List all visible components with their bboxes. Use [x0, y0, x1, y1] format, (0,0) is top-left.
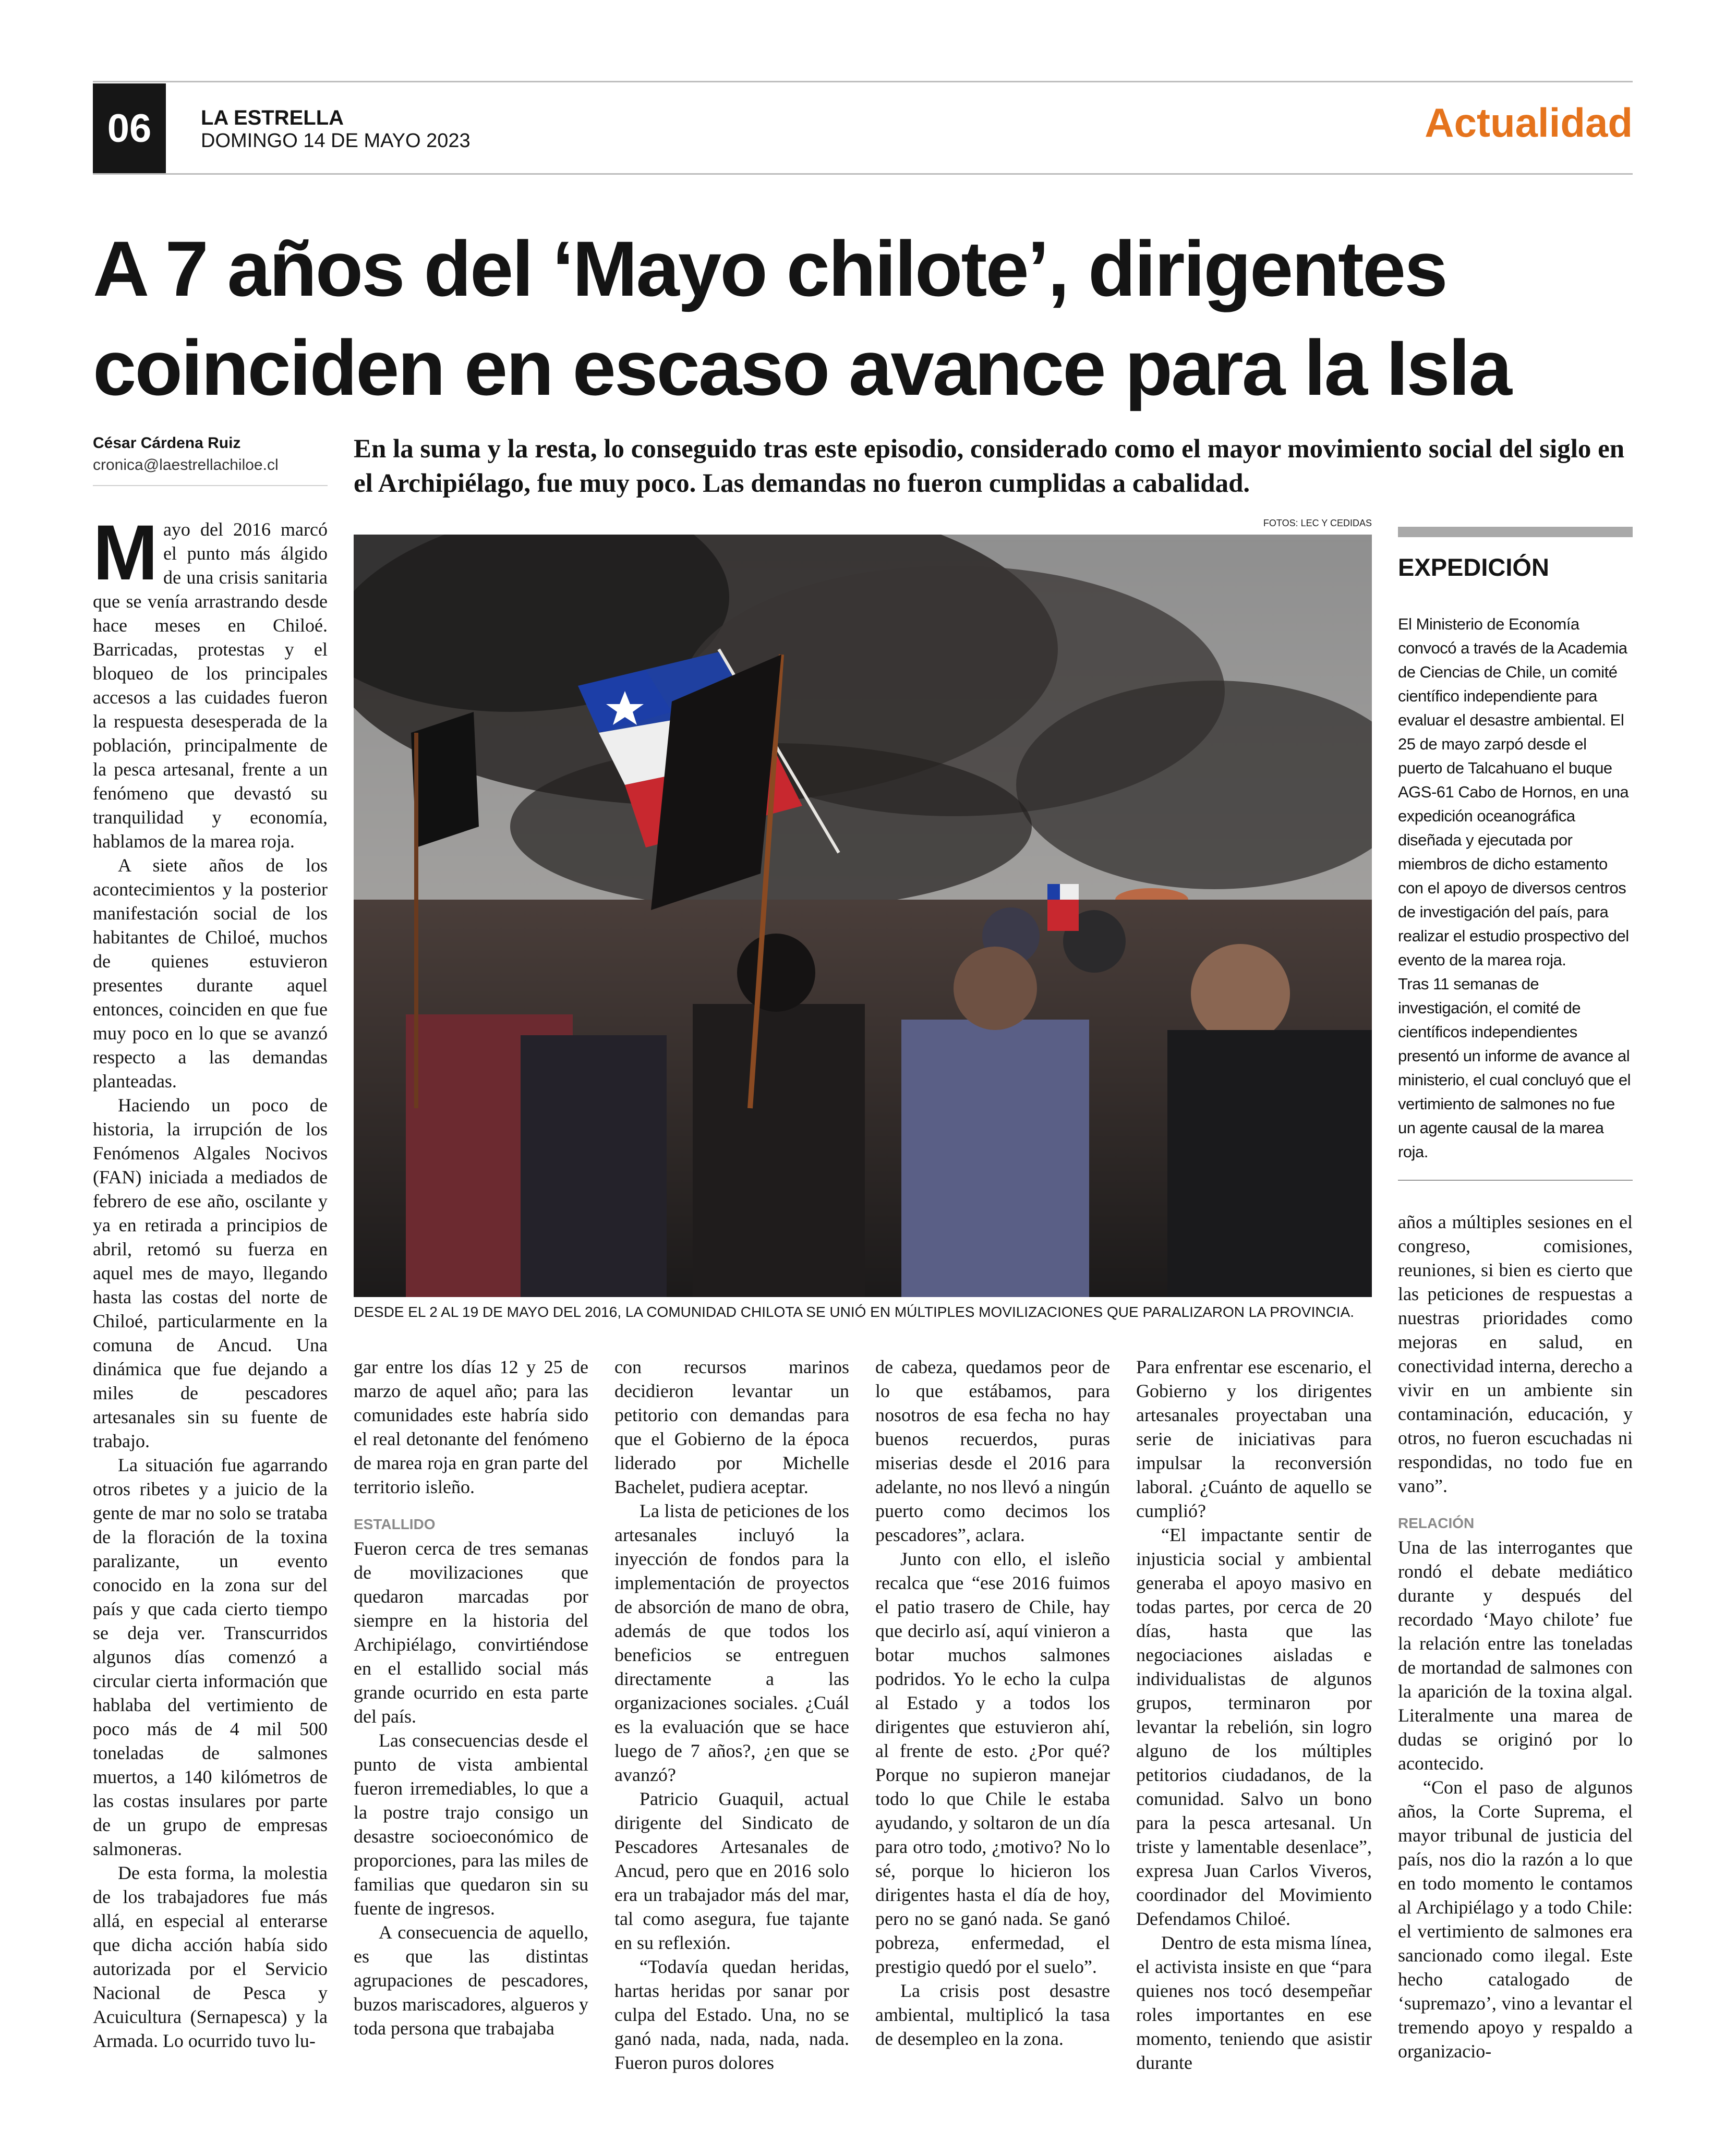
body-paragraph: Patricio Guaquil, actual dirigente del Sindicato de Pescadores Artesanales de Ancud, pero que en 2016 solo era un trabajador más del mar, tal como asegura, fue tajante en su reflexión. [614, 1788, 849, 1953]
body-paragraph: gar entre los días 12 y 25 de marzo de aquel año; para las comunidades este habría sido el real detonante del fenómeno de marea roja en gran parte del territorio isleño. [354, 1356, 588, 1497]
photo-caption: DESDE EL 2 AL 19 DE MAYO DEL 2016, LA COMUNIDAD CHILOTA SE UNIÓ EN MÚLTIPLES MOVILIZACIONES QUE PARALIZARON LA PROVINCIA. [354, 1304, 1355, 1320]
body-paragraph: Dentro de esta misma línea, el activista insiste en que “para quienes nos tocó desempeñar roles importantes en ese momento, teniendo que asistir durante [1136, 1932, 1372, 2073]
headline [93, 219, 1637, 417]
sidebar-bar [1398, 527, 1633, 537]
publication-name: LA ESTRELLA [201, 106, 344, 129]
sidebar-paragraph: El Ministerio de Economía convocó a través de la Academia de Ciencias de Chile, un comité científico independiente para evaluar el desastre ambiental. El 25 de mayo zarpó desde el puerto de Talcahuano el buque AGS-61 Cabo de Hornos, en una expedición oceanográfica diseñada y ejecutada por miembros de dicho estamento con el apoyo de diversos centros de investigación del país, para realizar el estudio prospectivo del evento de la marea roja. [1398, 615, 1629, 969]
body-paragraph: La situación fue agarrando otros ribetes y a juicio de la gente de mar no solo se trataba de la floración de la toxina paralizante, un evento conocido en la zona sur del país y que cada cierto tiempo se deja ver. Transcurridos algunos días comenzó a circular cierta información que hablaba del vertimiento de poco más de 4 mil 500 toneladas de salmones muertos, a 140 kilómetros de las costas insulares por parte de un grupo de empresas salmoneras. [93, 1455, 328, 1859]
body-paragraph: De esta forma, la molestia de los trabajadores fue más allá, en especial al enterarse que dicha acción había sido autorizada por el Servicio Nacional de Pesca y Acuicultura (Sernapesca) y la Armada. Lo ocurrido tuvo lu- [93, 1862, 328, 2051]
page-number: 06 [93, 83, 166, 173]
body-column-1 [93, 508, 328, 2053]
body-paragraph: Una de las interrogantes que rondó el debate mediático durante y después del recordado ‘Mayo chilote’ fue la relación entre las toneladas de mortandad de salmones con la aparición de la toxina algal. Literalmente una marea de dudas se originó por lo acontecido. [1398, 1537, 1633, 1774]
body-paragraph: años a múltiples sesiones en el congreso, comisiones, reuniones, si bien es cierto que las peticiones de respuestas a nuestras prioridades como mejoras en salud, en conectividad interna, derecho a vivir en un ambiente sin contaminación, educación, y otros, no fueron escuchadas ni respondidas, no todo fue en vano”. [1398, 1212, 1633, 1496]
body-column-6 [1398, 1210, 1633, 2063]
body-paragraph: Mayo del 2016 marcó el punto más álgido de una crisis sanitaria que se venía arrastrando desde hace meses en Chiloé. Barricadas, protestas y el bloqueo de los principales accesos a las cuidades fueron la respuesta desesperada de la población, principalmente de la pesca artesanal, frente a un fenómeno que devastó su tranquilidad y economía, hablamos de la marea roja. [93, 508, 328, 852]
sidebar-rule [1398, 1180, 1633, 1181]
subhead-estallido: ESTALLIDO [354, 1516, 436, 1532]
body-paragraph: La lista de peticiones de los artesanales incluyó la inyección de fondos para la implementación de proyectos de absorción de mano de obra, además de que todos los beneficios se entreguen directamente a las organizaciones sociales. ¿Cuál es la evaluación que se hace luego de 7 años?, ¿en que se avanzó? [614, 1500, 849, 1785]
top-rule [93, 81, 1633, 82]
byline-email: cronica@laestrellachiloe.cl [93, 456, 279, 474]
photo-credit: FOTOS: LEC Y CEDIDAS [1263, 518, 1372, 528]
headline-line-1: A 7 años del ‘Mayo chilote’, dirigentes [93, 225, 1446, 312]
drop-cap: M [93, 508, 158, 596]
body-paragraph: Haciendo un poco de historia, la irrupción de los Fenómenos Algales Nocivos (FAN) iniciada a mediados de febrero de ese año, oscilante y ya en retirada a principios de abril, retomó su fuerza en aquel mes de mayo, llegando hasta las costas del norte de Chiloé, particularmente en la comuna de Ancud. Una dinámica que fue dejando a miles de pescadores artesanales sin su fuente de trabajo. [93, 1095, 328, 1451]
sidebar-paragraph: Tras 11 semanas de investigación, el comité de científicos independientes presentó un informe de avance al ministerio, el cual concluyó que el vertimiento de salmones no fue un agente causal de la marea roja. [1398, 975, 1631, 1161]
body-paragraph: A siete años de los acontecimientos y la posterior manifestación social de los habitantes de Chiloé, muchos de quienes estuvieron presentes durante aquel entonces, coinciden en que fue muy poco en lo que se avanzó respecto a las demandas planteadas. [93, 855, 328, 1092]
header-rule [93, 173, 1633, 175]
body-paragraph: La crisis post desastre ambiental, multiplicó la tasa de desempleo en la zona. [875, 1980, 1110, 2049]
body-column-5 [1136, 1355, 1372, 2075]
body-paragraph: de cabeza, quedamos peor de lo que estábamos, para nosotros de esa fecha no hay buenos recuerdos, puras miserias desde el 2016 para adelante, no nos llevó a ningún puerto como decimos los pescadores”, aclara. [875, 1356, 1110, 1545]
sidebar-title: EXPEDICIÓN [1398, 553, 1549, 581]
deck: En la suma y la resta, lo conseguido tras este episodio, considerado como el mayor movimiento social del siglo en el Archipiélago, fue muy poco. Las demandas no fueron cumplidas a cabalidad. [354, 434, 1625, 498]
sidebar-body [1398, 612, 1633, 1164]
body-column-3 [614, 1355, 849, 2075]
body-column-4 [875, 1355, 1110, 2051]
body-paragraph: “Todavía quedan heridas, hartas heridas por sanar por culpa del Estado. Una, no se ganó nada, nada, nada, nada. Fueron puros dolores [614, 1956, 849, 2073]
body-paragraph: Fueron cerca de tres semanas de movilizaciones que quedaron marcadas por siempre en la historia del Archipiélago, convirtiéndose en el estallido social más grande ocurrido en esta parte del país. [354, 1538, 588, 1727]
protest-photo [354, 535, 1372, 1297]
body-paragraph: “El impactante sentir de injusticia social y ambiental generaba el apoyo masivo en todas partes, por cerca de 20 días, hasta que las negociaciones aisladas e individualistas de algunos grupos, terminaron por levantar la rebelión, sin logro alguno de los múltiples petitorios ciudadanos, de la comunidad. Salvo un bono para la pesca artesanal. Un triste y lamentable desenlace”, expresa Juan Carlos Viveros, coordinador del Movimiento Defendamos Chiloé. [1136, 1524, 1372, 1929]
body-paragraph: con recursos marinos decidieron levantar un petitorio con demandas para que el Gobierno de la época liderado por Michelle Bachelet, pudiera aceptar. [614, 1356, 849, 1497]
body-paragraph: Para enfrentar ese escenario, el Gobierno y los dirigentes artesanales proyectaban una serie de iniciativas para impulsar la reconversión laboral. ¿Cuánto de aquello se cumplió? [1136, 1356, 1372, 1521]
section-label: Actualidad [1425, 100, 1633, 146]
publication-date: DOMINGO 14 DE MAYO 2023 [201, 130, 471, 152]
byline-author: César Cárdena Ruiz [93, 434, 241, 452]
subhead-relacion: RELACIÓN [1398, 1515, 1475, 1531]
body-paragraph: A consecuencia de aquello, es que las distintas agrupaciones de pescadores, buzos mariscadores, algueros y toda persona que trabajaba [354, 1922, 588, 2039]
byline-rule [93, 485, 328, 486]
headline-line-2: coinciden en escaso avance para la Isla [93, 324, 1511, 411]
body-paragraph: “Con el paso de algunos años, la Corte Suprema, el mayor tribunal de justicia del país, nos dio la razón a lo que en todo momento le contamos al Archipiélago y a todo Chile: el vertimiento de salmones era sancionado como ilegal. Este hecho catalogado de ‘supremazo’, vino a levantar el tremendo apoyo y respaldo a organizacio- [1398, 1777, 1633, 2062]
body-column-2 [354, 1355, 588, 2040]
body-paragraph: Las consecuencias desde el punto de vista ambiental fueron irremediables, lo que a la postre trajo consigo un desastre socioeconómico de proporciones, para las miles de familias que quedaron sin su fuente de ingresos. [354, 1730, 588, 1919]
body-paragraph: Junto con ello, el isleño recalca que “ese 2016 fuimos el patio trasero de Chile, hay que decirlo así, aquí vinieron a botar muchos salmones podridos. Yo le echo la culpa al Estado y a todos los dirigentes que estuvieron ahí, al frente de esto. ¿Por qué? Porque no supieron manejar todo lo que Chile le estaba ayudando, y soltaron de un día para otro todo, ¿motivo? No lo sé, porque lo hicieron los dirigentes hasta el día de hoy, pero no se ganó nada. Se ganó pobreza, enfermedad, el prestigio quedó por el suelo”. [875, 1548, 1110, 1977]
